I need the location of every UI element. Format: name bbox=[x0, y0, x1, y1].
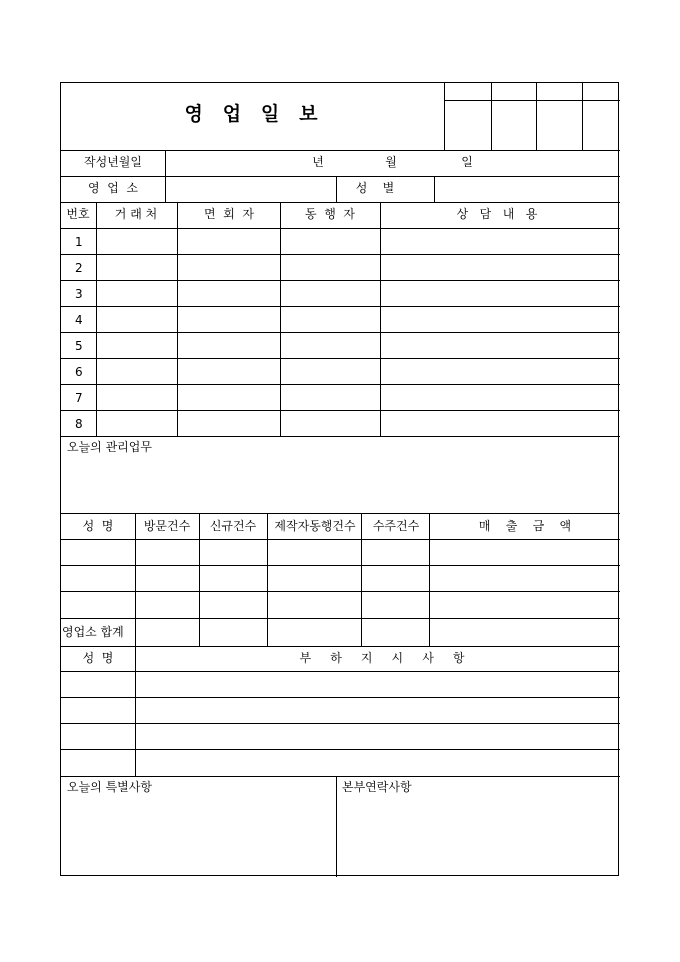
row-divider bbox=[61, 749, 620, 750]
sales-header-new: 신규건수 bbox=[209, 519, 257, 533]
row-divider bbox=[61, 539, 620, 540]
col-divider bbox=[267, 513, 268, 647]
sales-header-visits: 방문건수 bbox=[143, 519, 191, 533]
col-divider bbox=[280, 202, 281, 436]
sales-daily-report-form bbox=[60, 82, 619, 876]
month-label: 월 bbox=[385, 155, 397, 169]
row-divider bbox=[61, 436, 620, 437]
approval-box-divider bbox=[582, 83, 583, 150]
row-divider bbox=[61, 358, 620, 359]
row-divider bbox=[61, 513, 620, 514]
row-divider bbox=[61, 280, 620, 281]
sales-total-label: 영업소 합계 bbox=[62, 625, 124, 639]
sales-header-orders: 수주건수 bbox=[372, 519, 420, 533]
visit-header-client: 거 래 처 bbox=[114, 207, 158, 221]
col-divider bbox=[96, 202, 97, 436]
col-divider bbox=[429, 513, 430, 647]
row-divider bbox=[61, 202, 620, 203]
management-label: 오늘의 관리업무 bbox=[67, 440, 152, 454]
col-divider bbox=[434, 176, 435, 202]
row-divider bbox=[61, 618, 620, 619]
date-label: 작성년월일 bbox=[84, 155, 142, 169]
row-divider bbox=[61, 776, 620, 777]
approval-box-divider bbox=[444, 83, 445, 150]
col-divider bbox=[199, 513, 200, 647]
row-divider bbox=[61, 306, 620, 307]
col-divider bbox=[165, 176, 166, 202]
sales-header-amount: 매 출 금 액 bbox=[478, 519, 572, 533]
row-divider bbox=[61, 410, 620, 411]
row-divider bbox=[61, 671, 620, 672]
year-label: 년 bbox=[312, 155, 324, 169]
gender-label: 성 별 bbox=[355, 181, 395, 195]
day-label: 일 bbox=[461, 155, 473, 169]
row-divider bbox=[61, 150, 620, 151]
row-divider bbox=[61, 332, 620, 333]
form-title: 영 업 일 보 bbox=[184, 103, 318, 125]
row-number: 1 bbox=[75, 235, 83, 249]
col-divider bbox=[135, 646, 136, 776]
col-divider bbox=[336, 776, 337, 877]
row-number: 7 bbox=[75, 391, 83, 405]
approval-box-divider bbox=[444, 100, 620, 101]
approval-box-divider bbox=[536, 83, 537, 150]
row-divider bbox=[61, 697, 620, 698]
instruction-header-content: 부 하 지 시 사 항 bbox=[299, 651, 465, 665]
instruction-header-name: 성 명 bbox=[82, 651, 114, 665]
row-divider bbox=[61, 254, 620, 255]
row-divider bbox=[61, 384, 620, 385]
visit-header-no: 번호 bbox=[66, 207, 90, 221]
hq-notes-label: 본부연락사항 bbox=[342, 780, 412, 794]
visit-header-interviewee: 면 회 자 bbox=[203, 207, 255, 221]
office-label: 영 업 소 bbox=[87, 181, 139, 195]
row-divider bbox=[61, 176, 620, 177]
approval-box-divider bbox=[491, 83, 492, 150]
col-divider bbox=[336, 176, 337, 202]
row-divider bbox=[61, 646, 620, 647]
sales-header-name: 성 명 bbox=[82, 519, 114, 533]
special-notes-label: 오늘의 특별사항 bbox=[67, 780, 152, 794]
visit-header-consultation: 상 담 내 용 bbox=[456, 207, 538, 221]
row-number: 3 bbox=[75, 287, 83, 301]
row-number: 5 bbox=[75, 339, 83, 353]
col-divider bbox=[177, 202, 178, 436]
row-divider bbox=[61, 723, 620, 724]
col-divider bbox=[165, 150, 166, 176]
visit-header-companion: 동 행 자 bbox=[304, 207, 356, 221]
row-number: 8 bbox=[75, 417, 83, 431]
row-number: 4 bbox=[75, 313, 83, 327]
row-number: 6 bbox=[75, 365, 83, 379]
row-divider bbox=[61, 228, 620, 229]
col-divider bbox=[380, 202, 381, 436]
col-divider bbox=[135, 513, 136, 647]
row-divider bbox=[61, 565, 620, 566]
row-number: 2 bbox=[75, 261, 83, 275]
sales-header-producer: 제작자동행건수 bbox=[274, 519, 356, 533]
col-divider bbox=[361, 513, 362, 647]
row-divider bbox=[61, 591, 620, 592]
